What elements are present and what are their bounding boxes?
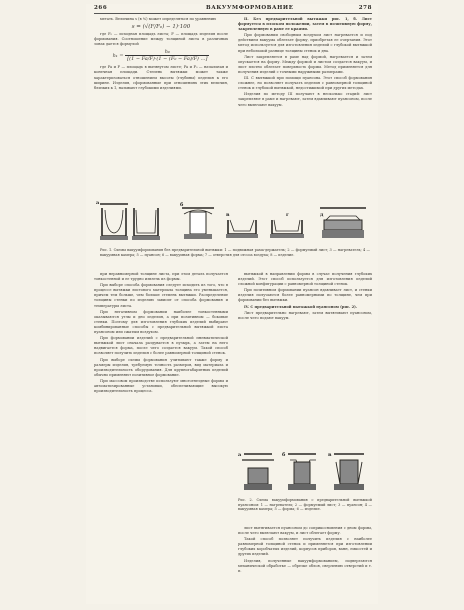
fig-label-c: в [328,452,332,458]
figure-2-caption: Рис. 2. Схема вакуумформования с предварительной вытяжкой пуансоном: 1 — нагреватель; 2 — формуемый лист; 3 — пуансон; 4 — вакуумная камера; 5 — форма; 6 — изделие. [238,498,372,512]
paragraph: III. С вытяжкой при помощи пуансона. Этот способ формования сложнее, но позволяет получать изделия с равномерной толщиной стенок и глубокой вытяжкой, недостижимой при других методах. [238,76,372,91]
paragraph: где Fa и F — площадь в вытянутом листе; Fa и F₀ — начальная и конечная площади. Степень вытяжки может также характеризоваться отношением высоты (глубины) изделия к его ширине. Изделия, сформованные при отношениях этих величин, близких к 1, называют глубокими изделиями. [94,65,228,90]
fig-label-a: а [96,200,100,206]
paragraph: Лист предварительно нагревают, затем вытягивают пуансоном, после чего подают вакуум. [238,310,372,320]
book-page [86,4,378,604]
fig-label-d: г [286,212,290,218]
paragraph: при неравномерной толщине листа, при этом деталь получается тонкостенной и ее трудно извлечь из формы. [94,272,228,282]
figure-2 [236,448,374,516]
fig-label-b: б [282,452,286,458]
paragraph: При негативном формовании наиболее тонкостенными оказываются углы и дно изделия, а при позитивном — боковые стенки. Поэтому для изготовления глубоких изделий выбирают комбинированные способы с предварительной вытяжкой листа пуансоном или сжатым воздухом. [94,309,228,335]
figure-1-caption: Рис. 1. Схемы вакуумформования без предварительной вытяжки: 1 — подвижная рама-держатель; 2 — формуемый лист; 3 — нагреватель; 4 — вакуумная камера; 5 — пуансон; 6 — вакуумная форма; 7 — отверстия для отсоса воздуха; 8 — изделие. [100,248,370,257]
paragraph: При формовании свободным воздухом лист нагревается и под действием вакуума облегает форму, приобретая ее очертания. Этот метод используется для изготовления изделий с глубокой вытяжкой при небольшой разнице толщины стенок и дна. [238,33,372,53]
paragraph: Такой способ позволяет получить изделия с наиболее равномерной толщиной стенок и применяется при изготовлении глубоких коробчатых изделий, корпусов приборов, ванн, емкостей и других изделий. [238,537,372,557]
paragraph: При выборе способа формования следует исходить из того, что в процессе вытяжки листового материала толщина его уменьшается, причем тем больше, чем больше степень вытяжки. Распределение толщины стенки по изделию зависит от способа формования и температуры листа. [94,283,228,308]
page-number-left: 266 [94,5,108,11]
left-column-bottom [94,272,228,602]
paragraph: Изделия по методу III получают в несколько стадий: лист закрепляют в раме и нагревают, затем вдавливают пуансоном, после чего включают вакуум. [238,92,372,107]
running-title: ВАКУУМФОРМОВАНИЕ [206,5,294,11]
paragraph: Лист закрепляется в раме над формой, нагревается и затем опускается на форму. Между формой и листом создается вакуум, и лист плотно облегает поверхность формы. Метод применяется для получения изделий с точными наружными размерами. [238,54,372,74]
left-column-top [94,17,228,92]
paragraph: вытяжкой в направлении формы в случае получения глубоких изделий. Этот способ используется для изготовления изделий сложной конфигурации с равномерной толщиной стенок. [238,272,372,287]
fig-label-c: в [226,212,230,218]
right-column-middle [238,272,372,444]
figure-1-drawing [94,198,372,246]
fig-label-b: б [180,202,184,208]
running-header [94,4,372,13]
section-heading: II. Без предварительной вытяжки рис. 1, б. Лист формуется в плоском положении, затем в позитивную форму, закрепленную в раме ее краями. [238,17,372,32]
paragraph: При формовании изделий с предварительной пневматической вытяжкой лист сначала раздувается в пузырь, а затем на него надвигается форма, после чего создается вакуум. Такой способ позволяет получить изделия с более равномерной толщиной стенок. [94,336,228,356]
formula-1: s = (√(F/F₀) − 1)·100 [131,24,191,31]
right-column-top [238,17,372,109]
paragraph: где F₀ — исходная площадь листа; F — площадь изделия после формования. Соотношение между толщиной листа в различных зонах дается формулой [94,32,228,47]
paragraph: метать. Величина s (в %) может определяться по уравнению [100,17,217,21]
paragraph: При выборе схемы формования учитывают также форму и размеры изделия, требуемую точность размеров, вид материала и производительность оборудования. Для крупногабаритных изделий обычно применяют позитивное формование. [94,357,228,377]
paragraph: Изделия, полученные вакуумформованием, подвергаются механической обработке — обрезке облоя, сверлению отверстий и т. п. [238,558,372,573]
section-heading: IV. С предварительной вытяжкой пуансоном (рис. 2). [244,304,358,309]
paragraph: лист вытягивается пуансоном до соприкосновения с дном формы, после чего включают вакуум, и лист облегает форму. [238,526,372,536]
fig-label-a: а [238,452,242,458]
figure-1 [94,198,372,262]
right-column-bottom [238,526,372,602]
paragraph: При массовом производстве используют многогнездные формы и автоматизированные установки, обеспечивающие высокую производительность процесса. [94,378,228,394]
figure-2-drawing [236,448,374,498]
formula-2: h₁ = $\frac{\text{h₀}}{\text{[(1 − Fa/F)·(1 − (F₀ − Fa)/F) …]}}$ [112,49,208,63]
paragraph: При позитивном формовании пуансон вдавливает лист, и стенки изделия получаются более равномерными по толщине, чем при формовании без вытяжки. [238,288,372,303]
figure-1-labels [96,200,324,218]
header-rule [94,13,372,14]
fig-label-e: д [320,212,324,218]
page-number-right: 278 [358,5,372,11]
